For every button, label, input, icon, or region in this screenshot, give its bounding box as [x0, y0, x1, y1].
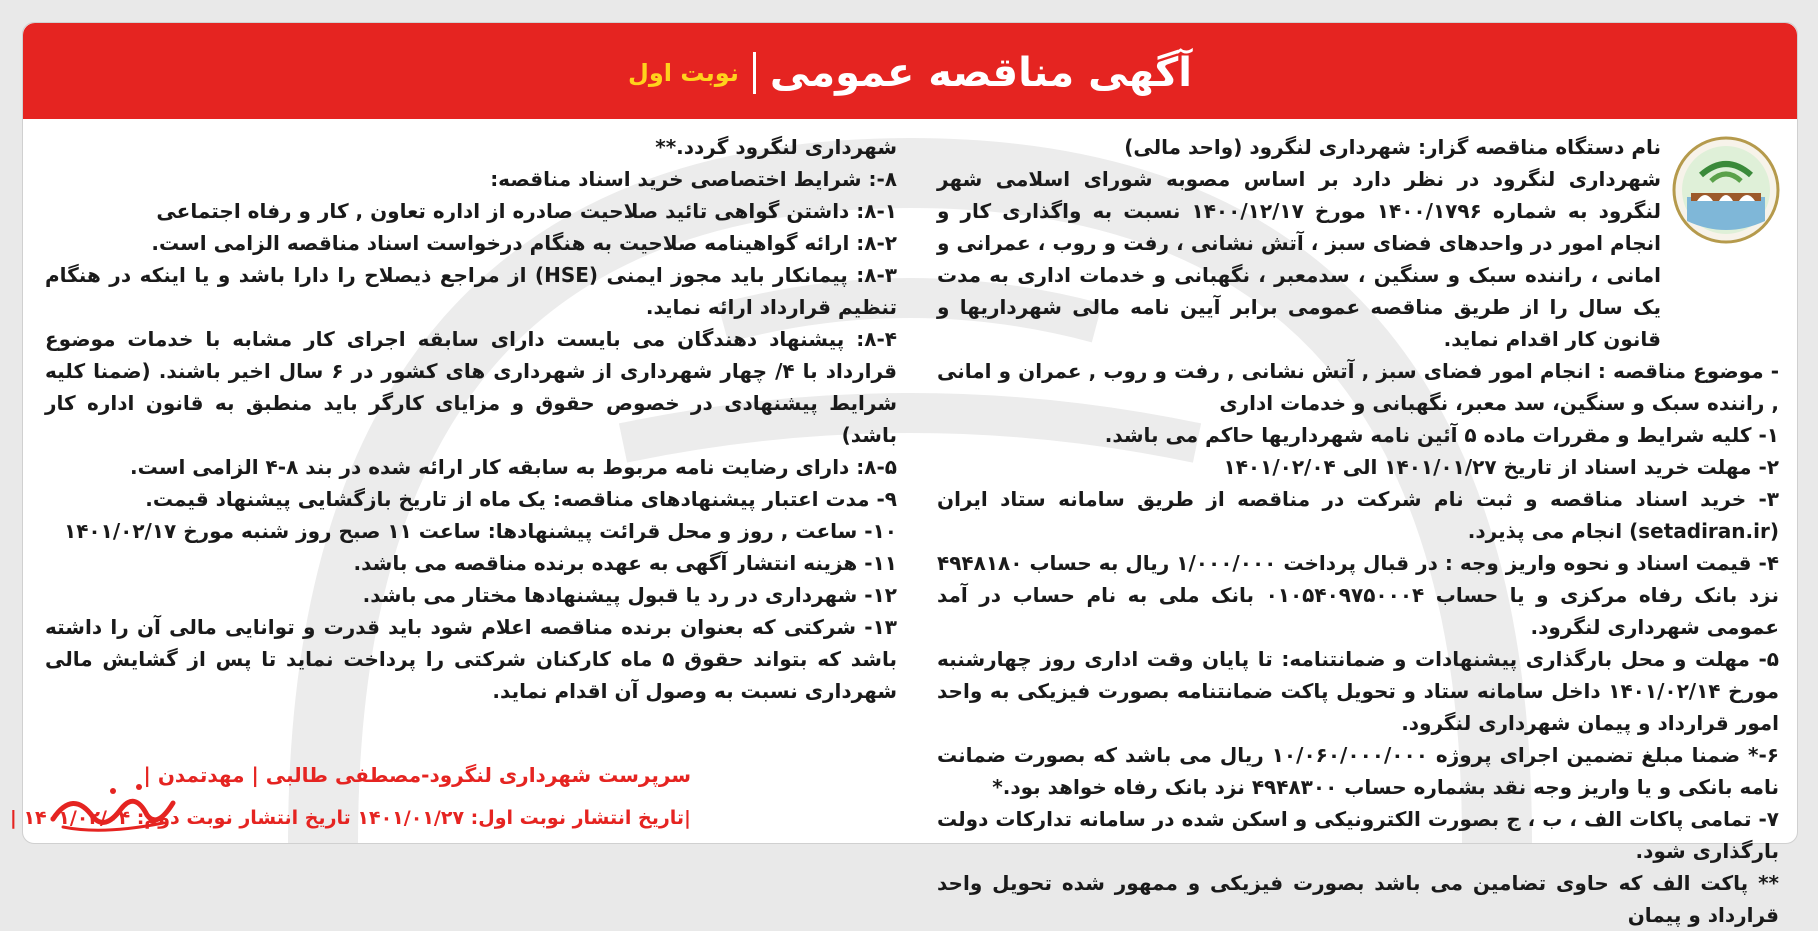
clause-1: ۱- کلیه شرایط و مقررات ماده ۵ آئین نامه شهرداریها حاکم می باشد. — [1104, 423, 1779, 447]
clause-7-note: ** پاکت الف که حاوی تضامین می باشد بصورت فیزیکی و ممهور شده تحویل واحد قرارداد و پیمان — [937, 871, 1779, 927]
tender-subject: - موضوع مناقصه : انجام امور فضای سبز , آتش نشانی , رفت و روب , عمران و امانی , راننده سبک و سنگین، سد معبر، نگهبانی و خدمات اداری — [937, 359, 1779, 415]
clause-3: ۳- خرید اسناد مناقصه و ثبت نام شرکت در مناقصه از طریق سامانه ستاد ایران (setadiran.ir) انجام می پذیرد. — [937, 487, 1779, 543]
clause-8-3: ۸-۳: پیمانکار باید مجوز ایمنی (HSE) از مراجع ذیصلاح را دارا باشد و یا اینکه در هنگام تنظیم قرارداد ارائه نماید. — [45, 263, 898, 319]
left-column — [45, 131, 897, 707]
clause-8: ۸-: شرایط اختصاصی خرید اسناد مناقصه: — [490, 167, 897, 191]
clause-10: ۱۰- ساعت , روز و محل قرائت پیشنهادها: ساعت ۱۱ صبح روز شنبه مورخ ۱۴۰۱/۰۲/۱۷ — [63, 519, 897, 543]
clause-6: ۶-* ضمنا مبلغ تضمین اجرای پروژه ۱۰/۰۶۰/۰۰۰/۰۰۰ ریال می باشد که بصورت ضمانت نامه بانکی و یا واریز وجه نقد بشماره حساب ۴۹۴۸۳۰۰ نزد بانک رفاه خواهد بود.* — [937, 743, 1779, 799]
round-label: نوبت اول — [628, 59, 739, 87]
clause-8-5: ۸-۵: دارای رضایت نامه مربوط به سابقه کار ارائه شده در بند ۸-۴ الزامی است. — [130, 455, 897, 479]
right-column — [937, 131, 1779, 931]
intro-paragraph: شهرداری لنگرود در نظر دارد بر اساس مصوبه شورای اسلامی شهر لنگرود به شماره ۱۴۰۰/۱۷۹۶ مورخ ۱۴۰۰/۱۲/۱۷ نسبت به واگذاری کار و انجام امور در واحدهای فضای سبز ، آتش نشانی ، رفت و روب ، عمرانی و امانی ، راننده سبک و سنگین ، سدمعبر ، نگهبانی و خدمات اداری به مدت یک سال را از طریق مناقصه عمومی برابر آیین نامه مالی شهرداریها و قانون کار اقدام نماید. — [937, 167, 1662, 351]
clause-4: ۴- قیمت اسناد و نحوه واریز وجه : در قبال پرداخت ۱/۰۰۰/۰۰۰ ریال به حساب ۴۹۴۸۱۸۰ نزد بانک رفاه مرکزی و یا حساب ۰۱۰۵۴۰۹۷۵۰۰۰۴ بانک ملی به نام حساب در آمد عمومی شهرداری لنگرود. — [937, 551, 1779, 639]
newspaper-signature-logo — [43, 779, 183, 837]
clause-5: ۵- مهلت و محل بارگذاری پیشنهادات و ضمانتنامه: تا پایان وقت اداری روز چهارشنبه مورخ ۱۴۰۱/۰۲/۱۴ داخل سامانه ستاد و تحویل پاکت ضمانتنامه بصورت فیزیکی به واحد امور قرارداد و پیمان شهرداری لنگرود. — [937, 647, 1780, 735]
clause-8-2: ۸-۲: ارائه گواهینامه صلاحیت به هنگام درخواست اسناد مناقصه الزامی است. — [151, 231, 897, 255]
clause-7: ۷- تمامی پاکات الف ، ب ، ج بصورت الکترونیکی و اسکن شده در سامانه تدارکات دولت بارگذاری شود. — [937, 807, 1779, 863]
publication-dates: |تاریخ انتشار نوبت اول: ۱۴۰۱/۰۱/۲۷ تاریخ انتشار نوبت دوم: ۱۴۰۱/۰۲/۰۴ | — [9, 807, 691, 829]
clause-8-4: ۸-۴: پیشنهاد دهندگان می بایست دارای سابقه اجرای کار مشابه با خدمات موضوع قرارداد با ۴/ چهار شهرداری از شهرداری های کشور در ۶ سال اخیر باشند. (ضمنا کلیه شرایط پیشنهادی در خصوص حقوق و مزایای کارگر باید منطبق به قانون اداره کار باشد) — [45, 327, 898, 447]
signature-line: سرپرست شهرداری لنگرود-مصطفی طالبی | مهدتمدن | — [143, 763, 691, 787]
clause-13: ۱۳- شرکتی که بعنوان برنده مناقصه اعلام شود باید قدرت و توانایی مالی آن را داشته باشد که بتواند حقوق ۵ ماه کارکنان شرکتی را پرداخت نماید تا پس از گشایش مالی شهرداری نسبت به وصول آن اقدام نماید. — [45, 615, 897, 703]
clause-12: ۱۲- شهرداری در رد یا قبول پیشنهادها مختار می باشد. — [362, 583, 897, 607]
title-divider — [753, 52, 756, 94]
clause-7-note-cont: شهرداری لنگرود گردد.** — [655, 135, 897, 159]
clause-2: ۲- مهلت خرید اسناد از تاریخ ۱۴۰۱/۰۱/۲۷ الی ۱۴۰۱/۰۲/۰۴ — [1223, 455, 1779, 479]
notice-title: آگهی مناقصه عمومی — [769, 50, 1192, 96]
notice-page — [9, 22, 1798, 927]
clause-8-1: ۸-۱: داشتن گواهی تائید صلاحیت صادره از اداره تعاون , کار و رفاه اجتماعی — [156, 199, 897, 223]
clause-11: ۱۱- هزینه انتشار آگهی به عهده برنده مناقصه می باشد. — [353, 551, 897, 575]
clause-9: ۹- مدت اعتبار پیشنهادهای مناقصه: یک ماه از تاریخ بازگشایی پیشنهاد قیمت. — [145, 487, 897, 511]
organizer-line: نام دستگاه مناقصه گزار: شهرداری لنگرود (واحد مالی) — [1124, 135, 1661, 159]
header-banner — [23, 23, 1797, 119]
